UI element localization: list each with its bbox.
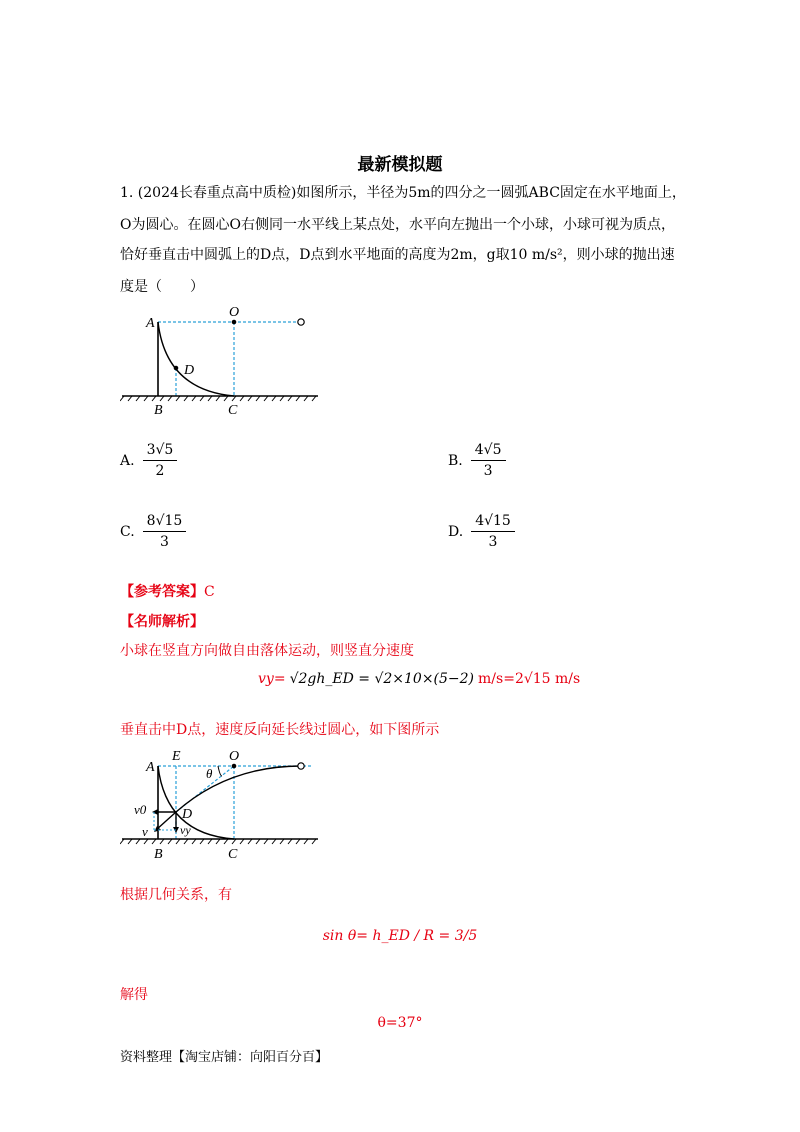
label-B: B	[154, 403, 163, 418]
option-b-numerator: 4√5	[471, 442, 506, 461]
answer-value: C	[204, 584, 215, 600]
option-d[interactable]	[448, 513, 515, 550]
fig2-label-theta: θ	[206, 766, 213, 781]
label-D: D	[184, 363, 195, 378]
question-line-2: O为圆心。在圆心O右侧同一水平线上某点处，水平向左抛出一个小球，小球可视为质点，	[120, 217, 675, 233]
fig2-label-E: E	[172, 749, 181, 764]
option-b[interactable]	[448, 442, 506, 479]
fig2-label-v0: v0	[134, 802, 147, 817]
equation-sin-theta: sin θ= h_ED / R = 3/5	[322, 928, 478, 944]
option-c-fraction	[143, 513, 187, 550]
fig2-label-O: O	[229, 749, 240, 764]
analysis-p4: 解得	[120, 987, 148, 1003]
option-b-fraction	[471, 442, 506, 479]
option-d-label: D.	[448, 523, 464, 540]
question-line-1: 1. (2024长春重点高中质检)如图所示，半径为5m的四分之一圆弧ABC固定在水平地面上，	[120, 185, 686, 201]
answer-line	[120, 583, 215, 601]
option-b-denominator: 3	[483, 463, 493, 479]
analysis-p3: 根据几何关系，有	[120, 887, 232, 903]
option-c-label: C.	[120, 523, 135, 540]
fig2-label-v: v	[142, 824, 148, 839]
option-d-denominator: 3	[488, 534, 498, 550]
eq1-result: m/s=2√15 m/s	[478, 671, 581, 687]
eq1-expr: √2gh_ED = √2×10×(5−2)	[289, 671, 475, 687]
option-c-denominator: 3	[160, 534, 169, 550]
option-a-denominator: 2	[155, 463, 165, 479]
equation-theta-value: θ=37°	[377, 1015, 423, 1031]
analysis-p2: 垂直击中D点，速度反向延长线过圆心，如下图所示	[120, 722, 440, 738]
analysis-p1: 小球在竖直方向做自由落体运动，则竖直分速度	[120, 643, 414, 659]
fig2-label-B: B	[154, 847, 163, 862]
fig2-label-C: C	[228, 847, 238, 862]
label-C: C	[228, 403, 238, 418]
option-a-numerator: 3√5	[143, 442, 178, 461]
label-A: A	[146, 316, 155, 331]
footer-note: 资料整理【淘宝店铺：向阳百分百】	[120, 1050, 329, 1065]
option-b-label: B.	[448, 452, 463, 469]
question-line-4: 度是（ ）	[120, 279, 204, 295]
option-c-numerator: 8√15	[143, 513, 187, 532]
question-line-3: 恰好垂直击中圆弧上的D点，D点到水平地面的高度为2m，g取10 m/s²，则小球的抛出速	[120, 247, 675, 263]
option-a-label: A.	[120, 452, 135, 469]
analysis-head: 【名师解析】	[120, 614, 204, 630]
option-a-fraction	[143, 442, 178, 479]
option-a[interactable]	[120, 442, 177, 479]
page-title: 最新模拟题	[357, 155, 443, 175]
option-c[interactable]	[120, 513, 186, 550]
label-O: O	[229, 305, 240, 320]
eq1-lhs: vy=	[258, 671, 286, 687]
figure-1-diagram	[120, 302, 330, 422]
option-d-numerator: 4√15	[471, 513, 515, 532]
answer-head: 【参考答案】	[120, 584, 204, 600]
figure-2-diagram	[120, 744, 330, 869]
fig2-label-vy: vy	[180, 823, 191, 837]
fig2-label-A: A	[146, 760, 155, 775]
option-d-fraction	[471, 513, 515, 550]
equation-vy	[258, 671, 580, 687]
fig2-label-D: D	[182, 807, 193, 822]
